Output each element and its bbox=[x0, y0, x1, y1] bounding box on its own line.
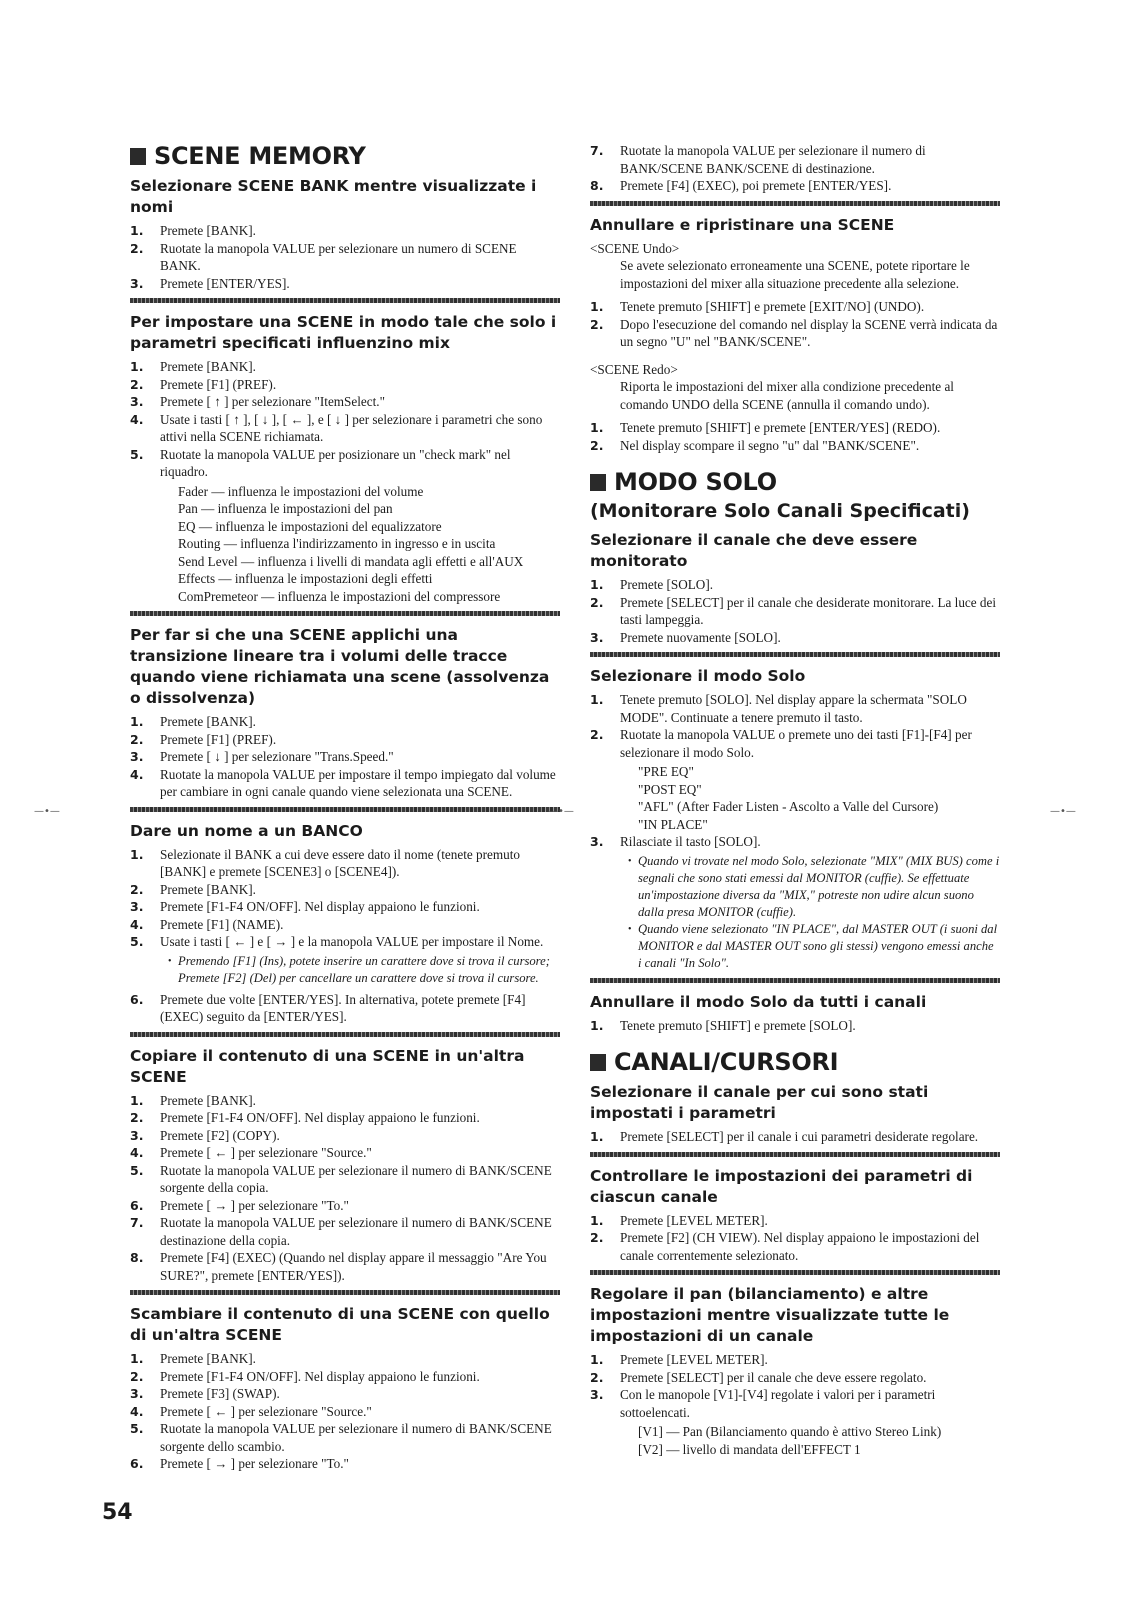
note-item: • Premendo [F1] (Ins), potete inserire un carattere dove si trova il cursore; Premete [F2] (Del) per cancellare un carattere dove si trova il cursore. bbox=[168, 953, 550, 985]
step-list bbox=[590, 576, 1000, 646]
step: 3. Rilasciate il tasto [SOLO]. bbox=[590, 834, 761, 849]
step: 2. Premete [F1] (PREF). bbox=[130, 376, 277, 392]
step-list bbox=[130, 358, 560, 481]
solo-mode-option: "IN PLACE" bbox=[638, 816, 708, 832]
note-item: • Quando viene selezionato "IN PLACE", dal MASTER OUT (i suoni dal MONITOR e dal MASTER OUT sono gli stessi) vengono emessi anche i canali "In Solo". bbox=[628, 921, 998, 970]
note-list bbox=[130, 953, 560, 987]
step: 1. Premete [SELECT] per il canale i cui parametri desiderate regolare. bbox=[590, 1129, 979, 1144]
step-list bbox=[130, 991, 560, 1026]
param-item: Effects — influenza le impostazioni degli effetti bbox=[178, 571, 433, 586]
section-heading-canali-cursori bbox=[590, 1048, 1000, 1076]
note-list bbox=[590, 853, 1000, 972]
step: 1. Premete [LEVEL METER]. bbox=[590, 1352, 768, 1367]
section-divider bbox=[130, 298, 560, 303]
param-item: Fader — influenza le impostazioni del volume bbox=[178, 483, 424, 499]
step: 1. Premete [BANK]. bbox=[130, 1092, 256, 1108]
step-list bbox=[590, 833, 1000, 851]
step: 5. Ruotate la manopola VALUE per posizionare un "check mark" nel riquadro. bbox=[130, 446, 511, 479]
step-list bbox=[130, 222, 560, 292]
bullet-icon: • bbox=[168, 955, 172, 967]
step: 2. Premete [F2] (CH VIEW). Nel display appaiono le impostazioni del canale correntemente selezionato. bbox=[590, 1230, 980, 1263]
step: 3. Premete [ENTER/YES]. bbox=[130, 275, 290, 291]
step: 1. Tenete premuto [SHIFT] e premete [SOLO]. bbox=[590, 1017, 856, 1033]
section-divider bbox=[130, 1290, 560, 1295]
step: 1. Premete [BANK]. bbox=[130, 359, 256, 374]
step-list bbox=[590, 1351, 1000, 1421]
step: 3. Premete [F3] (SWAP). bbox=[130, 1386, 280, 1401]
section-square-icon bbox=[590, 1054, 606, 1071]
param-item: Routing — influenza l'indirizzamento in ingresso e in uscita bbox=[178, 536, 496, 551]
param-item: Send Level — influenza i livelli di mandata agli effetti e all'AUX bbox=[178, 553, 524, 569]
solo-mode-option: "PRE EQ" bbox=[638, 764, 694, 779]
step-list bbox=[130, 1092, 560, 1285]
step: 1. Premete [BANK]. bbox=[130, 1351, 256, 1366]
step-list bbox=[590, 691, 1000, 761]
subsection-title: Annullare e ripristinare una SCENE bbox=[590, 215, 895, 234]
step: 8. Premete [F4] (EXEC) (Quando nel display appare il messaggio "Are You SURE?", premete [ENTER/YES]). bbox=[130, 1250, 547, 1283]
step: 5. Ruotate la manopola VALUE per selezionare il numero di BANK/SCENE sorgente dello scambio. bbox=[130, 1421, 552, 1454]
step: 1. Premete [LEVEL METER]. bbox=[590, 1212, 768, 1228]
section-heading-scene-memory bbox=[130, 142, 560, 170]
subsection-title: Selezionare SCENE BANK mentre visualizzate i nomi bbox=[130, 177, 537, 216]
step-list bbox=[590, 1128, 1000, 1146]
step: 1. Tenete premuto [SHIFT] e premete [EXIT/NO] (UNDO). bbox=[590, 299, 925, 314]
step: 2. Premete [SELECT] per il canale che deve essere regolato. bbox=[590, 1369, 927, 1385]
subsection-title: Regolare il pan (bilanciamento) e altre impostazioni mentre visualizzate tutte le impostazioni di un canale bbox=[590, 1285, 950, 1345]
step: 4. Premete [ ← ] per selezionare "Source." bbox=[130, 1403, 372, 1419]
solo-mode-option: "POST EQ" bbox=[638, 781, 702, 797]
subsection-title: Selezionare il modo Solo bbox=[590, 667, 806, 685]
step-list bbox=[590, 1212, 1000, 1265]
step: 3. Premete [ ↑ ] per selezionare "ItemSelect." bbox=[130, 394, 385, 409]
step-list bbox=[130, 1350, 560, 1473]
section-divider bbox=[590, 652, 1000, 657]
step-list bbox=[590, 1017, 1000, 1035]
subsection-title: Copiare il contenuto di una SCENE in un'altra SCENE bbox=[130, 1046, 525, 1086]
section-divider bbox=[130, 807, 560, 812]
solo-mode-option: "AFL" (After Fader Listen - Ascolto a Valle del Cursore) bbox=[638, 799, 939, 814]
step: 2. Nel display scompare il segno "u" dal "BANK/SCENE". bbox=[590, 437, 920, 453]
step: 2. Premete [F1-F4 ON/OFF]. Nel display appaiono le funzioni. bbox=[130, 1110, 480, 1125]
param-item: Pan — influenza le impostazioni del pan bbox=[178, 501, 393, 516]
step: 1. Premete [SOLO]. bbox=[590, 577, 714, 592]
step: 6. Premete [ → ] per selezionare "To." bbox=[130, 1456, 349, 1471]
step-list bbox=[130, 713, 560, 801]
note-item: • Quando vi trovate nel modo Solo, selezionate "MIX" (MIX BUS) come i segnali che sono stati emessi dal MONITOR (cuffie). Se effettuate un'impostazione diversa da "MIX," potreste non udire alcun suono dalla presa MONITOR (cuffie). bbox=[628, 853, 1000, 919]
step: 3. Premete [F2] (COPY). bbox=[130, 1127, 280, 1143]
left-column bbox=[130, 142, 560, 1475]
section-divider bbox=[130, 1032, 560, 1037]
step: 4. Ruotate la manopola VALUE per impostare il tempo impiegato dal volume per cambiare in ogni canale quando viene selezionata una SCENE. bbox=[130, 766, 556, 799]
section-subheading: (Monitorare Solo Canali Specificati) bbox=[590, 500, 970, 522]
step: 1. Premete [BANK]. bbox=[130, 223, 256, 238]
heading-text: MODO SOLO bbox=[614, 468, 777, 496]
section-heading-modo-solo bbox=[590, 468, 1000, 496]
section-divider bbox=[590, 1152, 1000, 1157]
section-square-icon bbox=[590, 474, 606, 491]
undo-description: Se avete selezionato erroneamente una SCENE, potete riportare le impostazioni del mixer alla situazione precedente alla selezione. bbox=[620, 258, 970, 291]
section-square-icon bbox=[130, 148, 146, 165]
param-item: [V2] — livello di mandata dell'EFFECT 1 bbox=[638, 1441, 861, 1457]
step-list bbox=[590, 419, 1000, 454]
step-list bbox=[590, 298, 1000, 351]
step-list bbox=[590, 142, 1000, 195]
subsection-title: Per far si che una SCENE applichi una transizione lineare tra i volumi delle tracce quando viene richiamata una scene (assolvenza o dissolvenza) bbox=[130, 626, 550, 707]
param-item: EQ — influenza le impostazioni del equalizzatore bbox=[178, 518, 442, 534]
step: 2. Ruotate la manopola VALUE o premete uno dei tasti [F1]-[F4] per selezionare il modo Solo. bbox=[590, 727, 972, 760]
subsection-title: Controllare le impostazioni dei parametri di ciascun canale bbox=[590, 1166, 973, 1206]
step: 4. Premete [ ← ] per selezionare "Source." bbox=[130, 1145, 372, 1160]
subsection-title: Per impostare una SCENE in modo tale che solo i parametri specificati influenzino mix bbox=[130, 313, 557, 352]
subsection-title: Scambiare il contenuto di una SCENE con quello di un'altra SCENE bbox=[130, 1305, 550, 1344]
step: 1. Selezionate il BANK a cui deve essere dato il nome (tenete premuto [BANK] e premete [SCENE3] o [SCENE4]). bbox=[130, 846, 520, 879]
undo-label: <SCENE Undo> bbox=[590, 240, 680, 256]
step: 1. Tenete premuto [SOLO]. Nel display appare la schermata "SOLO MODE". Continuate a tenere premuto il tasto. bbox=[590, 692, 967, 725]
subsection-title: Dare un nome a un BANCO bbox=[130, 821, 363, 840]
subsection-title: Selezionare il canale che deve essere monitorato bbox=[590, 531, 918, 570]
section-divider bbox=[590, 1270, 1000, 1275]
step: 5. Ruotate la manopola VALUE per selezionare il numero di BANK/SCENE sorgente della copia. bbox=[130, 1162, 552, 1195]
param-item: ComPremeteor — influenza le impostazioni del compressore bbox=[178, 588, 501, 604]
page-number: 54 bbox=[102, 1500, 133, 1525]
registration-mark-icon: —•— bbox=[1050, 806, 1076, 817]
step: 6. Premete due volte [ENTER/YES]. In alternativa, potete premete [F4] (EXEC) seguito da [ENTER/YES]. bbox=[130, 991, 526, 1024]
step: 6. Premete [ → ] per selezionare "To." bbox=[130, 1197, 349, 1213]
step: 2. Premete [BANK]. bbox=[130, 881, 256, 897]
section-divider bbox=[590, 978, 1000, 983]
registration-mark-icon: —•— bbox=[34, 806, 60, 817]
redo-label: <SCENE Redo> bbox=[590, 361, 678, 377]
step: 1. Tenete premuto [SHIFT] e premete [ENTER/YES] (REDO). bbox=[590, 420, 941, 435]
step: 3. Con le manopole [V1]-[V4] regolate i valori per i parametri sottoelencati. bbox=[590, 1387, 936, 1420]
step: 3. Premete nuovamente [SOLO]. bbox=[590, 629, 781, 645]
param-item: [V1] — Pan (Bilanciamento quando è attivo Stereo Link) bbox=[638, 1424, 942, 1439]
step: 2. Dopo l'esecuzione del comando nel display la SCENE verrà indicata da un segno "U" nel "BANK/SCENE". bbox=[590, 316, 998, 349]
step: 7. Ruotate la manopola VALUE per selezionare il numero di BANK/SCENE destinazione della copia. bbox=[130, 1215, 552, 1248]
step: 7. Ruotate la manopola VALUE per selezionare il numero di BANK/SCENE BANK/SCENE di destinazione. bbox=[590, 143, 926, 176]
bullet-icon: • bbox=[628, 855, 632, 867]
section-divider bbox=[590, 201, 1000, 206]
step: 8. Premete [F4] (EXEC), poi premete [ENTER/YES]. bbox=[590, 178, 892, 193]
redo-description: Riporta le impostazioni del mixer alla condizione precedente al comando UNDO della SCENE (annulla il comando undo). bbox=[620, 379, 954, 412]
subsection-title: Annullare il modo Solo da tutti i canali bbox=[590, 992, 927, 1011]
bullet-icon: • bbox=[628, 923, 632, 935]
step: 2. Premete [F1] (PREF). bbox=[130, 731, 277, 747]
step: 1. Premete [BANK]. bbox=[130, 714, 256, 729]
section-divider bbox=[130, 611, 560, 616]
registration-mark-icon: —•— bbox=[548, 806, 574, 817]
subsection-title: Selezionare il canale per cui sono stati impostati i parametri bbox=[590, 1083, 929, 1122]
step: 4. Premete [F1] (NAME). bbox=[130, 916, 284, 932]
step: 2. Premete [SELECT] per il canale che desiderate monitorare. La luce dei tasti lampeggia. bbox=[590, 594, 997, 627]
step-list bbox=[130, 846, 560, 951]
heading-text: SCENE MEMORY bbox=[154, 142, 366, 170]
heading-text: CANALI/CURSORI bbox=[614, 1048, 839, 1076]
right-column bbox=[590, 142, 1000, 1458]
step: 2. Ruotate la manopola VALUE per selezionare un numero di SCENE BANK. bbox=[130, 240, 517, 273]
step: 3. Premete [F1-F4 ON/OFF]. Nel display appaiono le funzioni. bbox=[130, 899, 480, 914]
step: 4. Usate i tasti [ ↑ ], [ ↓ ], [ ← ], e [ ↓ ] per selezionare i parametri che sono attivi nella SCENE richiamata. bbox=[130, 411, 543, 444]
step: 2. Premete [F1-F4 ON/OFF]. Nel display appaiono le funzioni. bbox=[130, 1368, 480, 1384]
step: 3. Premete [ ↓ ] per selezionare "Trans.Speed." bbox=[130, 749, 394, 764]
step: 5. Usate i tasti [ ← ] e [ → ] e la manopola VALUE per impostare il Nome. bbox=[130, 934, 544, 949]
